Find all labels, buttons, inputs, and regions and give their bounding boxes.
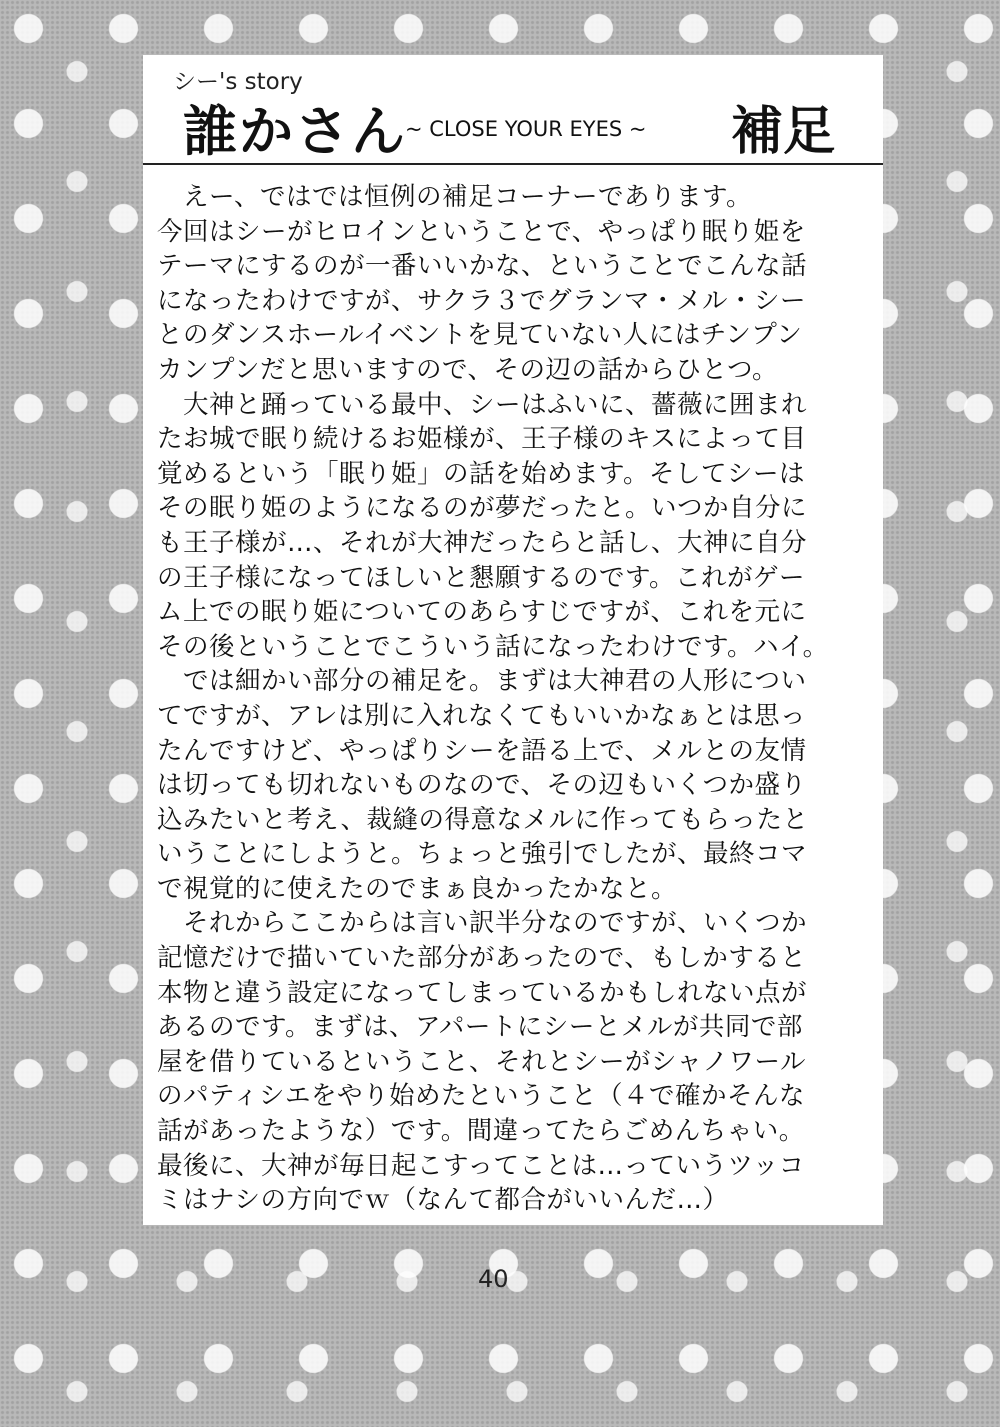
text-line: 大神と踊っている最中、シーはふいに、薔薇に囲まれ <box>157 389 808 420</box>
page-number: 40 <box>478 1265 509 1293</box>
text-line: のパティシエをやり始めたということ（４で確かそんな <box>157 1081 805 1112</box>
text-line: えー、ではでは恒例の補足コーナーであります。 <box>157 182 752 212</box>
text-line: たお城で眠り続けるお姫様が、王子様のキスによって目 <box>157 424 807 455</box>
text-line: 最後に、大神が毎日起こすってことは…っていうツッコ <box>157 1150 805 1181</box>
text-line: の王子様になってほしいと懇願するのです。これがゲー <box>157 562 805 593</box>
text-line: ム上での眠り姫についてのあらすじですが、これを元に <box>157 597 807 628</box>
text-line: 覚めるという「眠り姫」の話を始めます。そしてシーは <box>157 458 805 489</box>
text-line: たんですけど、やっぱりシーを語る上で、メルとの友情 <box>157 735 807 766</box>
text-line: ミはナシの方向でｗ（なんて都合がいいんだ…） <box>157 1185 729 1216</box>
article-body <box>157 180 875 1218</box>
text-line: 記憶だけで描いていた部分があったので、もしかすると <box>157 943 807 974</box>
title-header <box>143 55 883 165</box>
text-line: テーマにするのが一番いいかな、ということでこんな話 <box>157 251 808 282</box>
text-line: いうことにしようと。ちょっと強引でしたが、最終コマ <box>157 839 808 870</box>
text-line: 込みたいと考え、裁縫の得意なメルに作ってもらったと <box>157 804 809 835</box>
text-line: とのダンスホールイベントを見ていない人にはチンプン <box>157 320 803 351</box>
text-line: あるのです。まずは、アパートにシーとメルが共同で部 <box>157 1012 803 1043</box>
text-line: 屋を借りているということ、それとシーがシャノワール <box>157 1046 806 1077</box>
text-line: てですが、アレは別に入れなくてもいいかなぁとは思っ <box>157 700 806 731</box>
text-line: は切っても切れないものなので、その辺もいくつか盛り <box>157 770 807 801</box>
text-line: も王子様が…、それが大神だったらと話し、大神に自分 <box>157 527 808 558</box>
text-line: で視覚的に使えたのでまぁ良かったかなと。 <box>157 873 678 904</box>
text-line: 話があったような）です。間違ってたらごめんちゃい。 <box>157 1116 805 1147</box>
page-title: 誰かさん <box>183 99 407 163</box>
text-panel <box>143 55 883 1225</box>
text-line: それからここからは言い訳半分なのですが、いくつか <box>157 908 808 939</box>
text-line: その後ということでこういう話になったわけです。ハイ。 <box>157 631 829 662</box>
text-line: 本物と違う設定になってしまっているかもしれない点が <box>157 977 808 1008</box>
story-label: シー's story <box>173 69 303 95</box>
text-line: では細かい部分の補足を。まずは大神君の人形につい <box>157 666 807 697</box>
text-line: になったわけですが、サクラ３でグランマ・メル・シー <box>157 285 806 316</box>
page-subtitle: ~ CLOSE YOUR EYES ~ <box>405 117 647 141</box>
text-line: カンプンだと思いますので、その辺の話からひとつ。 <box>157 354 778 385</box>
text-line: その眠り姫のようになるのが夢だったと。いつか自分に <box>157 493 808 524</box>
text-line: 今回はシーがヒロインということで、やっぱり眠り姫を <box>157 216 806 247</box>
section-label: 補足 <box>731 101 836 162</box>
